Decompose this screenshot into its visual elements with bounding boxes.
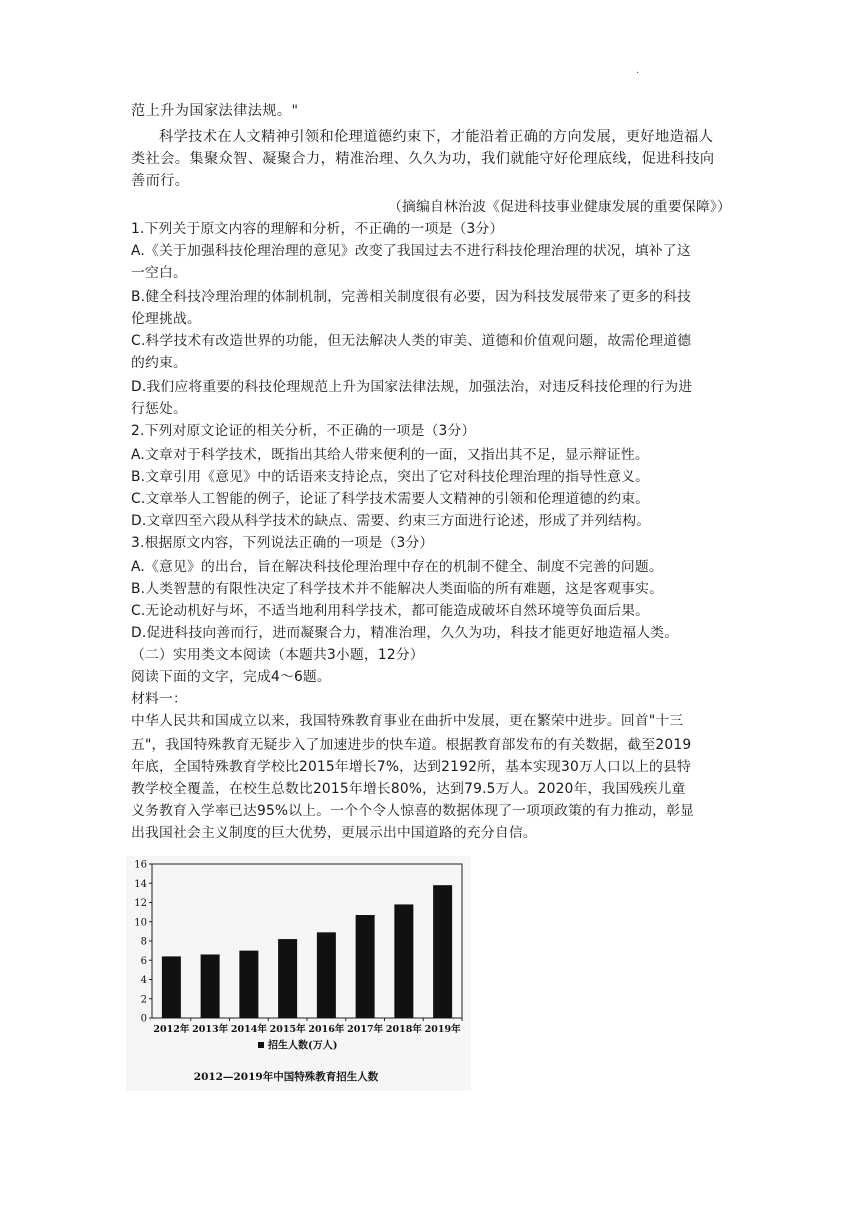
text-line: D.文章四至六段从科学技术的缺点、需要、约束三方面进行论述，形成了并列结构。 (131, 513, 651, 529)
bar-2013年 (201, 954, 220, 1018)
x-tick-label: 2013年 (192, 1024, 229, 1035)
text-line: C.无论动机好与坏，不适当地利用科学技术，都可能造成破坏自然环境等负面后果。 (131, 603, 650, 619)
x-tick-label: 2014年 (230, 1024, 267, 1035)
text-line: 出我国社会主义制度的巨大优势，更展示出中国道路的充分自信。 (131, 825, 537, 841)
text-line: 范上升为国家法律法规。" (131, 103, 299, 119)
text-line: D.我们应将重要的科技伦理规范上升为国家法律法规，加强法治，对违反科技伦理的行为进 (131, 379, 693, 395)
text-line: 阅读下面的文字，完成4～6题。 (131, 669, 331, 685)
text-line: （二）实用类文本阅读（本题共3小题，12分） (131, 647, 424, 663)
y-tick-label: 4 (140, 975, 147, 986)
legend-swatch (258, 1042, 264, 1048)
text-line: 年底，全国特殊教育学校比2015年增长7%，达到2192所，基本实现30万人口以上的县特 (131, 759, 691, 775)
y-tick-label: 16 (134, 859, 147, 871)
bar-2014年 (239, 951, 258, 1018)
bar-2017年 (356, 915, 375, 1018)
chart-title: 2012—2019年中国特殊教育招生人数 (193, 1071, 379, 1083)
y-tick-label: 12 (134, 898, 147, 909)
x-tick-label: 2012年 (153, 1024, 190, 1035)
x-tick-label: 2018年 (385, 1024, 422, 1035)
text-line: 义务教育入学率已达95%以上。一个个令人惊喜的数据体现了一项项政策的有力推动，彰显 (131, 803, 695, 819)
text-line: A.《关于加强科技伦理治理的意见》改变了我国过去不进行科技伦理治理的状况，填补了这 (131, 243, 691, 259)
text-line: 2.下列对原文论证的相关分析，不正确的一项是（3分） (131, 423, 476, 439)
text-line: 教学校全覆盖，在校生总数比2015年增长80%，达到79.5万人。2020年，我国残疾儿童 (131, 781, 686, 797)
text-line: 类社会。集聚众智、凝聚合力，精准治理、久久为功，我们就能守好伦理底线，促进科技向 (131, 151, 715, 167)
text-line: B.文章引用《意见》中的话语来支持论点，突出了它对科技伦理治理的指导性意义。 (131, 469, 650, 485)
text-line: 善而行。 (131, 173, 190, 189)
text-line: C.文章举人工智能的例子，论证了科学技术需要人文精神的引领和伦理道德的约束。 (131, 491, 650, 507)
text-line: A.《意见》的出台，旨在解决科技伦理治理中存在的机制不健全、制度不完善的问题。 (131, 559, 663, 575)
page-mark: · (636, 68, 640, 79)
bar-chart (126, 856, 471, 1095)
text-line: D.促进科技向善而行，进而凝聚合力，精准治理，久久为功，科技才能更好地造福人类。 (131, 625, 679, 641)
text-line: 科学技术在人文精神引领和伦理道德约束下，才能沿着正确的方向发展，更好地造福人 (159, 129, 714, 145)
y-tick-label: 14 (134, 878, 147, 890)
text-line: B.健全科技冷理治理的体制机制，完善相关制度很有必要，因为科技发展带来了更多的科技 (131, 289, 692, 305)
bar-2018年 (394, 904, 413, 1018)
text-line: 材料一： (131, 691, 187, 707)
text-line: C.科学技术有改造世界的功能，但无法解决人类的审美、道德和价值观问题，故需伦理道德 (131, 333, 692, 349)
text-line: （摘编自林治波《促进科技事业健康发展的重要保障》） (387, 199, 731, 215)
y-tick-label: 0 (140, 1013, 147, 1025)
y-tick-label: 6 (140, 955, 147, 967)
text-line: B.人类智慧的有限性决定了科学技术并不能解决人类面临的所有难题，这是客观事实。 (131, 581, 664, 597)
y-tick-label: 2 (140, 994, 147, 1006)
text-line: 1.下列关于原文内容的理解和分析，不正确的一项是（3分） (131, 221, 504, 237)
y-tick-label: 8 (140, 936, 147, 948)
x-tick-label: 2016年 (308, 1024, 345, 1035)
x-tick-label: 2015年 (269, 1024, 306, 1035)
bar-2015年 (278, 939, 297, 1018)
bar-2012年 (162, 956, 181, 1018)
bar-2016年 (317, 932, 336, 1018)
text-line: A.文章对于科学技术，既指出其给人带来便利的一面，又指出其不足，显示辩证性。 (131, 447, 649, 463)
text-line: 一空白。 (131, 265, 187, 281)
text-line: 伦理挑战。 (131, 311, 201, 327)
text-line: 行惩处。 (131, 401, 187, 417)
legend-label: 招生人数(万人) (268, 1040, 338, 1052)
text-line: 的约束。 (131, 355, 187, 371)
text-line: 五"，我国特殊教育无疑步入了加速进步的快车道。根据教育部发布的有关数据，截至2019 (131, 737, 692, 753)
y-tick-label: 10 (134, 917, 147, 929)
bar-2019年 (433, 885, 452, 1018)
x-tick-label: 2019年 (424, 1024, 461, 1035)
x-tick-label: 2017年 (347, 1024, 384, 1035)
text-line: 3.根据原文内容，下列说法正确的一项是（3分） (131, 535, 434, 551)
text-line: 中华人民共和国成立以来，我国特殊教育事业在曲折中发展，更在繁荣中进步。回首"十三 (131, 713, 684, 729)
